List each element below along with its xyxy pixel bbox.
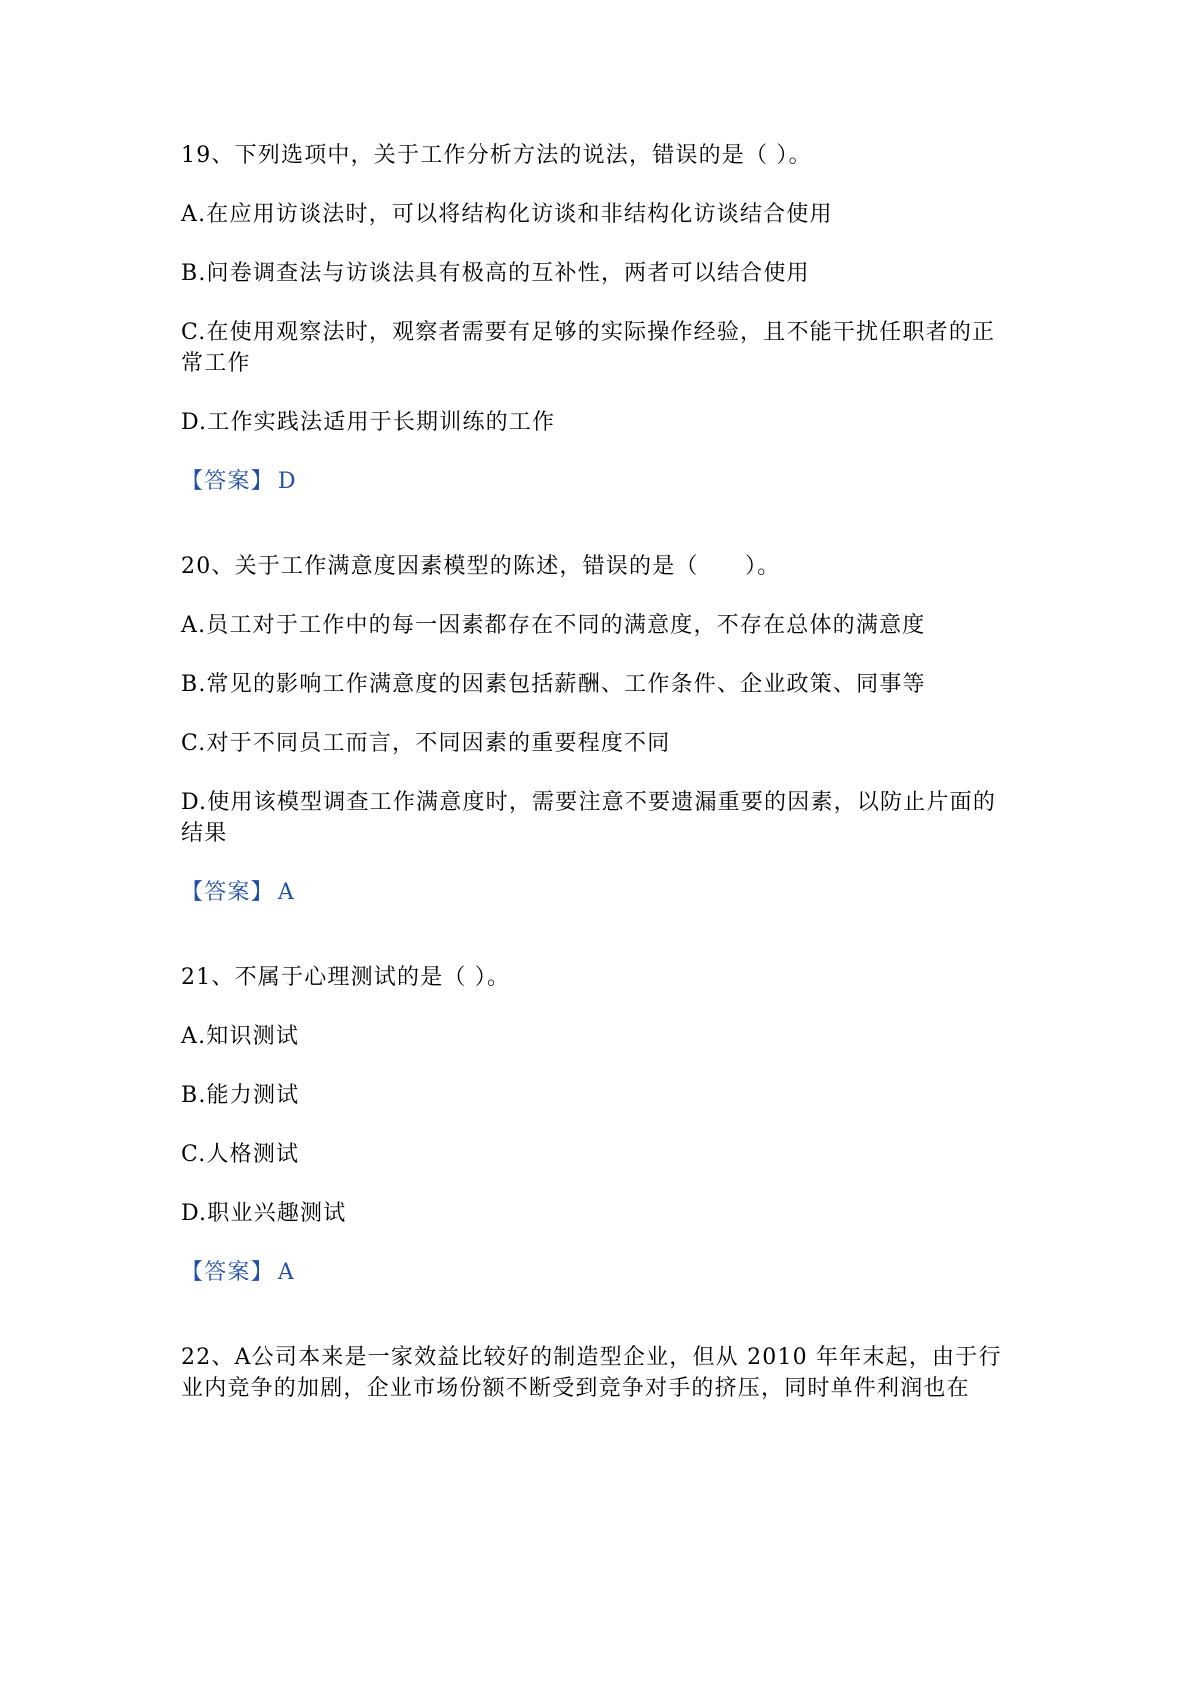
answer-line xyxy=(181,877,1011,908)
option-a: A.在应用访谈法时，可以将结构化访谈和非结构化访谈结合使用 xyxy=(181,202,833,227)
answer-value: A xyxy=(277,880,295,905)
option-d: D.使用该模型调查工作满意度时，需要注意不要遗漏重要的因素，以防止片面的结果 xyxy=(181,790,997,846)
answer-value: D xyxy=(277,469,297,494)
question-21 xyxy=(181,962,1011,1288)
question-stem: 21、不属于心理测试的是（ ）。 xyxy=(181,965,511,990)
question-stem: 19、下列选项中，关于工作分析方法的说法，错误的是（ ）。 xyxy=(181,143,812,168)
answer-tag: 【答案】 xyxy=(181,880,274,905)
answer-value: A xyxy=(277,1260,295,1285)
answer-line xyxy=(181,466,1011,497)
option-c: C.人格测试 xyxy=(181,1142,300,1167)
option-d: D.职业兴趣测试 xyxy=(181,1201,347,1226)
answer-tag: 【答案】 xyxy=(181,1260,274,1285)
question-list xyxy=(181,140,1011,1458)
question-stem: 20、关于工作满意度因素模型的陈述，错误的是（ ）。 xyxy=(181,554,781,579)
question-19 xyxy=(181,140,1011,497)
option-b: B.问卷调查法与访谈法具有极高的互补性，两者可以结合使用 xyxy=(181,261,810,286)
option-a: A.知识测试 xyxy=(181,1024,300,1049)
question-20 xyxy=(181,551,1011,908)
question-22 xyxy=(181,1342,1011,1404)
option-d: D.工作实践法适用于长期训练的工作 xyxy=(181,410,556,435)
option-c: C.在使用观察法时，观察者需要有足够的实际操作经验，且不能干扰任职者的正常工作 xyxy=(181,320,996,376)
option-c: C.对于不同员工而言，不同因素的重要程度不同 xyxy=(181,731,671,756)
option-b: B.常见的影响工作满意度的因素包括薪酬、工作条件、企业政策、同事等 xyxy=(181,672,926,697)
option-a: A.员工对于工作中的每一因素都存在不同的满意度，不存在总体的满意度 xyxy=(181,613,926,638)
answer-tag: 【答案】 xyxy=(181,469,274,494)
answer-line xyxy=(181,1257,1011,1288)
option-b: B.能力测试 xyxy=(181,1083,300,1108)
question-stem: 22、A公司本来是一家效益比较好的制造型企业，但从 2010 年年末起，由于行业内竞争的加剧，企业市场份额不断受到竞争对手的挤压，同时单件利润也在 xyxy=(181,1345,1002,1401)
